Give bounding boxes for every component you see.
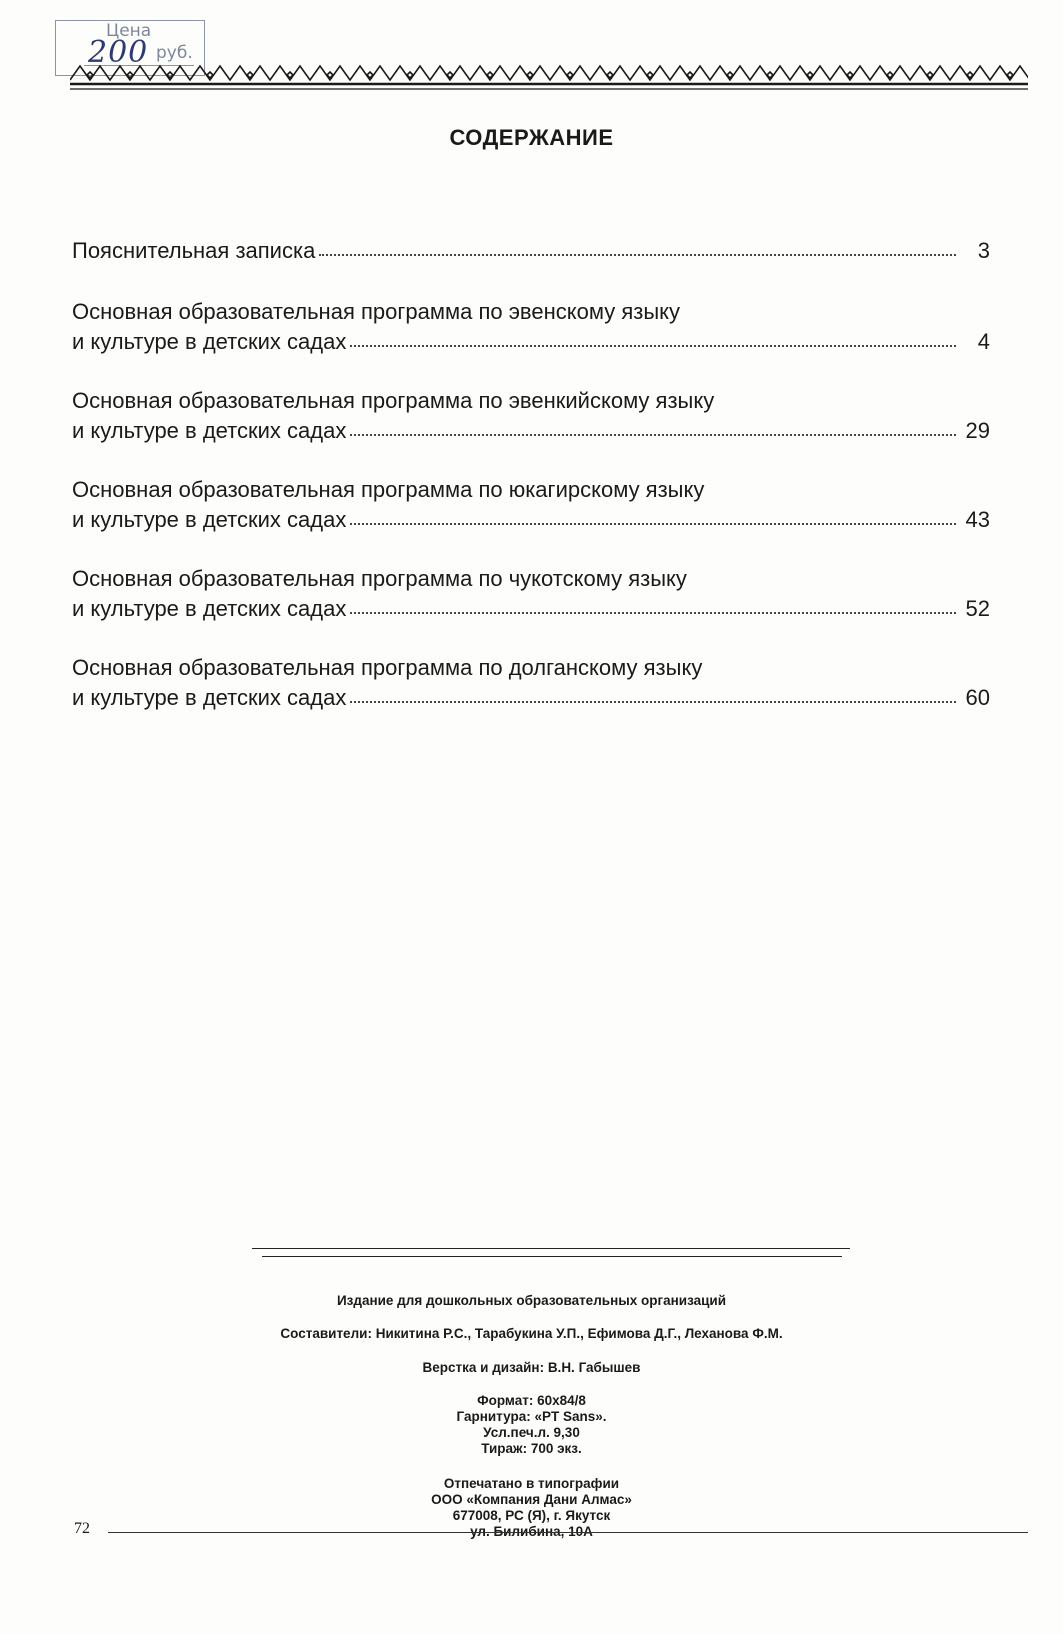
toc-leader-dots [319,248,956,256]
toc-entry-title: Основная образовательная программа по эвенскому языку [72,299,681,324]
toc-page-number: 52 [965,596,990,621]
toc-entry-dolgan [72,653,990,713]
toc-entry-subtitle: и культуре в детских садах [72,418,347,443]
ornament-zigzag [70,66,1028,80]
footer-rule [108,1532,1028,1533]
page-title: СОДЕРЖАНИЕ [449,125,614,150]
toc-leader-dots [350,695,956,703]
toc-entry-chukchi [72,564,990,624]
toc-entry-subtitle: и культуре в детских садах [72,596,347,621]
price-unit: руб. [156,43,193,63]
toc-entry-title: Основная образовательная программа по чукотскому языку [72,566,687,591]
imprint-compilers: Составители: Никитина Р.С., Тарабукина У.П., Ефимова Д.Г., Леханова Ф.М. [280,1326,783,1341]
imprint-typeface: Гарнитура: «PT Sans». [456,1409,607,1424]
imprint-street-address: ул. Билибина, 10А [470,1524,593,1539]
toc-entry-title: Пояснительная записка [72,238,316,263]
imprint-format: Формат: 60х84/8 [477,1393,586,1408]
toc-entry-title: Основная образовательная программа по долганскому языку [72,655,703,680]
imprint-separator-bottom [262,1256,842,1257]
toc-entry-subtitle: и культуре в детских садах [72,329,347,354]
toc-entry-subtitle: и культуре в детских садах [72,507,347,532]
toc-leader-dots [350,517,956,525]
ornament-border [70,62,1028,98]
toc-page-number: 4 [977,329,990,354]
toc-page-number: 29 [965,418,990,443]
toc-leader-dots [350,606,956,614]
toc-entry-explanatory-note [72,236,990,266]
toc-entry-title: Основная образовательная программа по юкагирскому языку [72,477,705,502]
toc-entry-yukaghir [72,475,990,535]
page-number: 72 [74,1520,90,1537]
toc-entry-evenki [72,386,990,446]
toc-leader-dots [350,428,956,436]
imprint-layout-design: Верстка и дизайн: В.Н. Габышев [422,1360,641,1375]
toc-leader-dots [350,339,956,347]
price-label: Цена [106,21,152,41]
toc-page-number: 60 [965,685,990,710]
toc-entry-even [72,297,990,357]
toc-entry-subtitle: и культуре в детских садах [72,685,347,710]
toc-page-number: 43 [965,507,990,532]
imprint-separator-top [252,1248,850,1249]
imprint-printed-at: Отпечатано в типографии [443,1476,620,1491]
imprint-postal-address: 677008, РС (Я), г. Якутск [452,1508,611,1523]
imprint-print-run: Тираж: 700 экз. [481,1441,582,1456]
price-handwritten-value: 200 [88,35,149,70]
imprint-sheets: Усл.печ.л. 9,30 [483,1425,580,1440]
imprint-edition: Издание для дошкольных образовательных организаций [336,1293,727,1308]
toc-page-number: 3 [977,238,990,263]
imprint-company: ООО «Компания Дани Алмас» [431,1492,632,1507]
toc-entry-title: Основная образовательная программа по эвенкийскому языку [72,388,715,413]
